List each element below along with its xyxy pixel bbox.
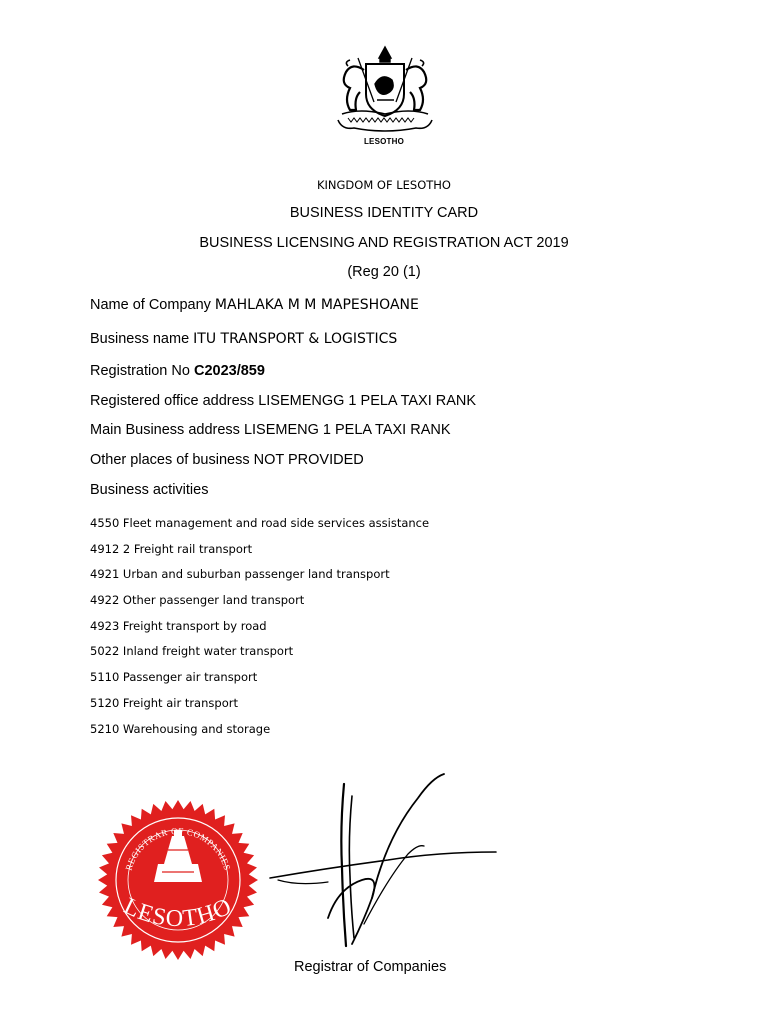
- regulation-heading: (Reg 20 (1): [347, 264, 421, 280]
- seal-arc-text: REGISTRAR OF COMPANIES: [123, 825, 233, 872]
- registered-office-row: [90, 393, 476, 409]
- registration-value: C2023: [193, 363, 237, 379]
- company-name-label: Name of Company: [90, 297, 215, 313]
- company-name-value: MAHLAKA M M MAPESHOANE: [214, 297, 419, 313]
- seal-main-text: LESOTHO: [119, 893, 237, 933]
- registered-office-label: Registered office address: [90, 393, 259, 409]
- list-item: 4923 Freight transport by road: [90, 618, 267, 633]
- other-places-label: Other places of business: [90, 452, 254, 468]
- other-places-value: NOT PROVIDED: [253, 452, 364, 468]
- main-address-row: [90, 422, 451, 438]
- registration-label: Registration No: [90, 363, 194, 379]
- registration-suffix: /859: [236, 363, 265, 379]
- list-item: 4921 Urban and suburban passenger land transport: [90, 567, 390, 582]
- other-places-row: [90, 452, 364, 468]
- activities-list: [90, 515, 429, 746]
- business-name-value: ITU TRANSPORT & LOGISTICS: [193, 331, 398, 347]
- kingdom-heading: KINGDOM OF LESOTHO: [316, 178, 451, 192]
- list-item: 4912 2 Freight rail transport: [90, 541, 253, 556]
- main-address-label: Main Business address: [90, 422, 244, 438]
- list-item: 4550 Fleet management and road side services assistance: [90, 516, 430, 530]
- activities-heading: Business activities: [90, 482, 209, 498]
- list-item: 5110 Passenger air transport: [90, 670, 258, 685]
- document-title: BUSINESS IDENTITY CARD: [289, 205, 479, 221]
- business-name-label: Business name: [90, 331, 194, 347]
- company-name-row: [90, 297, 419, 313]
- registrar-seal-icon: [88, 800, 268, 960]
- act-heading: BUSINESS LICENSING AND REGISTRATION ACT 2019: [199, 235, 569, 251]
- crest-label: LESOTHO: [363, 137, 405, 146]
- list-item: 4922 Other passenger land transport: [90, 593, 305, 608]
- list-item: 5120 Freight air transport: [90, 695, 238, 710]
- business-name-row: [90, 331, 397, 347]
- list-item: 5210 Warehousing and storage: [90, 721, 271, 736]
- signature-icon: [268, 768, 504, 958]
- list-item: 5022 Inland freight water transport: [90, 644, 294, 659]
- registrar-caption: Registrar of Companies: [294, 959, 447, 975]
- registered-office-value: LISEMENGG 1 PELA TAXI RANK: [258, 393, 477, 409]
- coat-of-arms-icon: [330, 44, 440, 136]
- main-address-value: LISEMENG 1 PELA TAXI RANK: [243, 422, 451, 438]
- registration-row: [90, 363, 265, 379]
